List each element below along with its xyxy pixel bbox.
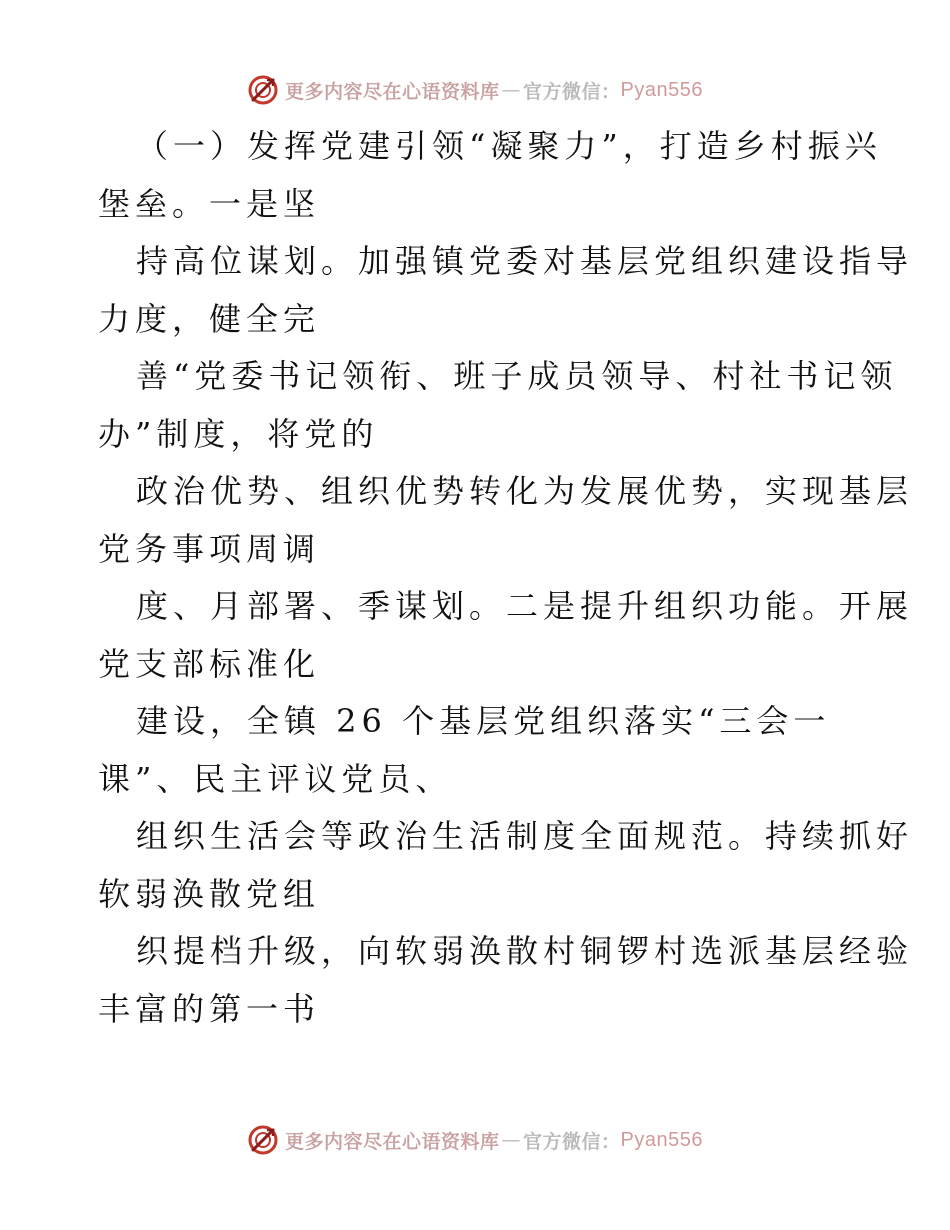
header-banner-separator: — <box>501 79 522 101</box>
body-line: （一）发挥党建引领“凝聚力”，打造乡村振兴 <box>136 127 882 165</box>
body-line: 政治优势、组织优势转化为发展优势，实现基层 <box>136 472 914 510</box>
body-line: 办”制度，将党的 <box>98 414 379 453</box>
footer-banner-separator: — <box>501 1129 522 1151</box>
body-line: 党支部标准化 <box>98 644 321 683</box>
footer-banner-wechat-label: 官方微信： <box>523 1130 621 1153</box>
header-banner-wechat-label: 官方微信： <box>523 80 621 103</box>
body-line: 持高位谋划。加强镇党委对基层党组织建设指导 <box>136 242 914 280</box>
body-line: 组织生活会等政治生活制度全面规范。持续抓好 <box>136 817 914 855</box>
body-line: 软弱涣散党组 <box>98 874 321 913</box>
header-banner-main-text: 更多内容尽在心语资料库 <box>285 80 500 103</box>
document-body <box>98 118 914 1038</box>
footer-banner-wechat-id: Pyan556 <box>620 1128 703 1151</box>
body-line: 课”、民主评议党员、 <box>98 759 453 798</box>
header-banner-text <box>285 77 703 104</box>
body-line: 力度，健全完 <box>98 299 321 338</box>
footer-banner-main-text: 更多内容尽在心语资料库 <box>285 1130 500 1153</box>
body-line: 堡垒。一是坚 <box>98 184 321 223</box>
footer-banner <box>0 1120 950 1160</box>
body-line: 善“党委书记领衔、班子成员领导、村社书记领 <box>136 357 898 395</box>
header-banner-wechat-id: Pyan556 <box>620 78 703 101</box>
body-line: 织提档升级，向软弱涣散村铜锣村选派基层经验 <box>136 932 914 970</box>
footer-banner-text <box>285 1127 703 1154</box>
body-line: 党务事项周调 <box>98 529 321 568</box>
red-seal-logo-icon <box>247 1124 279 1156</box>
red-seal-logo-icon <box>247 74 279 106</box>
header-banner <box>0 70 950 110</box>
body-line: 丰富的第一书 <box>98 989 321 1028</box>
body-line: 度、月部署、季谋划。二是提升组织功能。开展 <box>136 587 914 625</box>
body-line: 建设，全镇 26 个基层党组织落实“三会一 <box>136 702 831 740</box>
